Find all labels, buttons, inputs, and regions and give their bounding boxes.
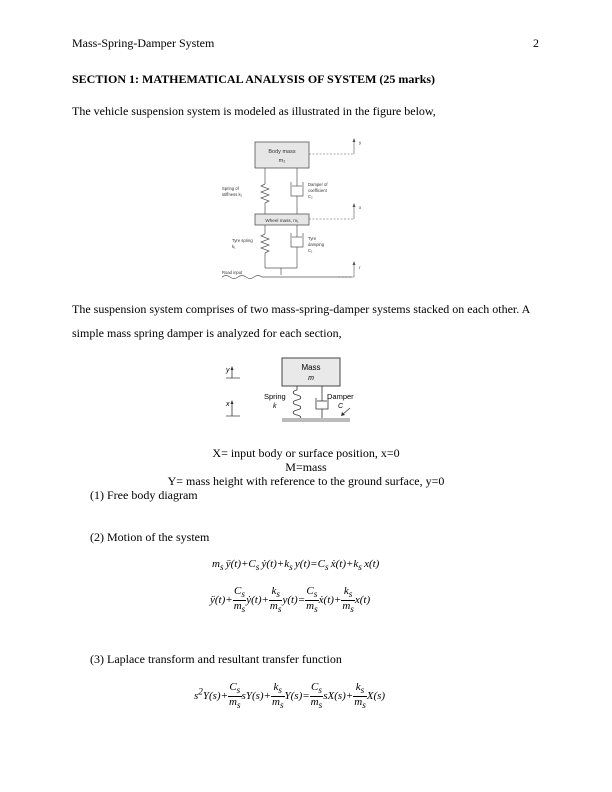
x-label: x xyxy=(226,401,230,408)
body-mass-block xyxy=(255,142,309,168)
damper-label-2: coefficient xyxy=(308,188,327,193)
tyre-spring-label-2: k₁ xyxy=(232,244,236,249)
spring-coil xyxy=(293,390,301,420)
spring-k2 xyxy=(261,184,269,203)
damper-label: Damper xyxy=(327,392,354,401)
body-mass-symbol: m₂ xyxy=(278,158,286,164)
equation-motion: $m_s$ $ÿ(t)+C_s$ $ẏ(t)+k_s$ $y(t)=C_s$ $ẋ(t)+k_s$ x(t) xyxy=(212,558,380,573)
spring-symbol: k xyxy=(273,403,277,410)
tyre-spring-label-1: Tyre spring xyxy=(232,238,253,243)
running-header-title: Mass-Spring-Damper System xyxy=(72,36,215,50)
definition-x: X= input body or surface position, x=0 xyxy=(212,446,400,460)
page-number: 2 xyxy=(533,36,539,50)
coord-y-label: y xyxy=(359,140,362,145)
road-surface xyxy=(222,276,352,279)
item-laplace-transform: (3) Laplace transform and resultant transfer function xyxy=(90,652,342,666)
y-label: y xyxy=(226,367,230,374)
damper-label-3: C₂ xyxy=(308,194,313,199)
mass-label: Mass xyxy=(301,363,321,372)
spring-label: Spring xyxy=(264,392,286,401)
damper-symbol: C xyxy=(338,403,344,410)
ground xyxy=(282,418,350,422)
section-heading: SECTION 1: MATHEMATICAL ANALYSIS OF SYSTEM (25 marks) xyxy=(72,72,436,86)
spring-label-1: Spring of xyxy=(222,186,239,191)
definition-m: M=mass xyxy=(285,460,327,474)
wheel-mass-label: Wheel mass, m₁ xyxy=(265,218,299,223)
coord-r-label: r xyxy=(359,265,361,270)
item-free-body-diagram: (1) Free body diagram xyxy=(90,488,198,502)
equation-laplace: $s^2Y(s)+$ $\frac{C_s}{m_s}$ sY(s)+ $\frac{k_s}{m_s}$ Y(s)= $\frac{C_s}{m_s}$ sX(s)+ $\frac{k_s}{m_s}$ X(s) xyxy=(194,681,386,711)
mass-symbol: m xyxy=(308,375,314,382)
intro-paragraph: The vehicle suspension system is modeled as illustrated in the figure below, xyxy=(72,104,436,118)
road-input-label: Road input xyxy=(222,270,243,275)
item-motion-of-system: (2) Motion of the system xyxy=(90,530,210,544)
tyre-damping-label-2: damping xyxy=(308,242,325,247)
definition-y: Y= mass height with reference to the ground surface, y=0 xyxy=(167,474,445,488)
equation-normalized: ÿ(t)+ $\frac{C_s}{m_s}$ ẏ(t)+ $\frac{k_s}{m_s}$ y(t)= $\frac{C_s}{m_s}$ ẋ(t)+ $\frac{k_s}{m_s}$ x(t) xyxy=(210,585,371,615)
tyre-damping-label-3: C₁ xyxy=(308,248,313,253)
tyre-spring xyxy=(261,234,269,253)
tyre-damping-label-1: Tyre xyxy=(308,236,317,241)
simple-msd-figure xyxy=(220,356,360,431)
coord-x-label: x xyxy=(359,205,362,210)
damper-label-1: Damper of xyxy=(308,182,328,187)
body-mass-label: Body mass xyxy=(268,149,296,155)
suspension-figure xyxy=(220,134,370,286)
paragraph-2-line-2: simple mass spring damper is analyzed for each section, xyxy=(72,326,342,340)
paragraph-2-line-1: The suspension system comprises of two mass-spring-damper systems stacked on each other. A xyxy=(72,302,531,316)
spring-label-2: stiffness k₂ xyxy=(222,192,243,197)
